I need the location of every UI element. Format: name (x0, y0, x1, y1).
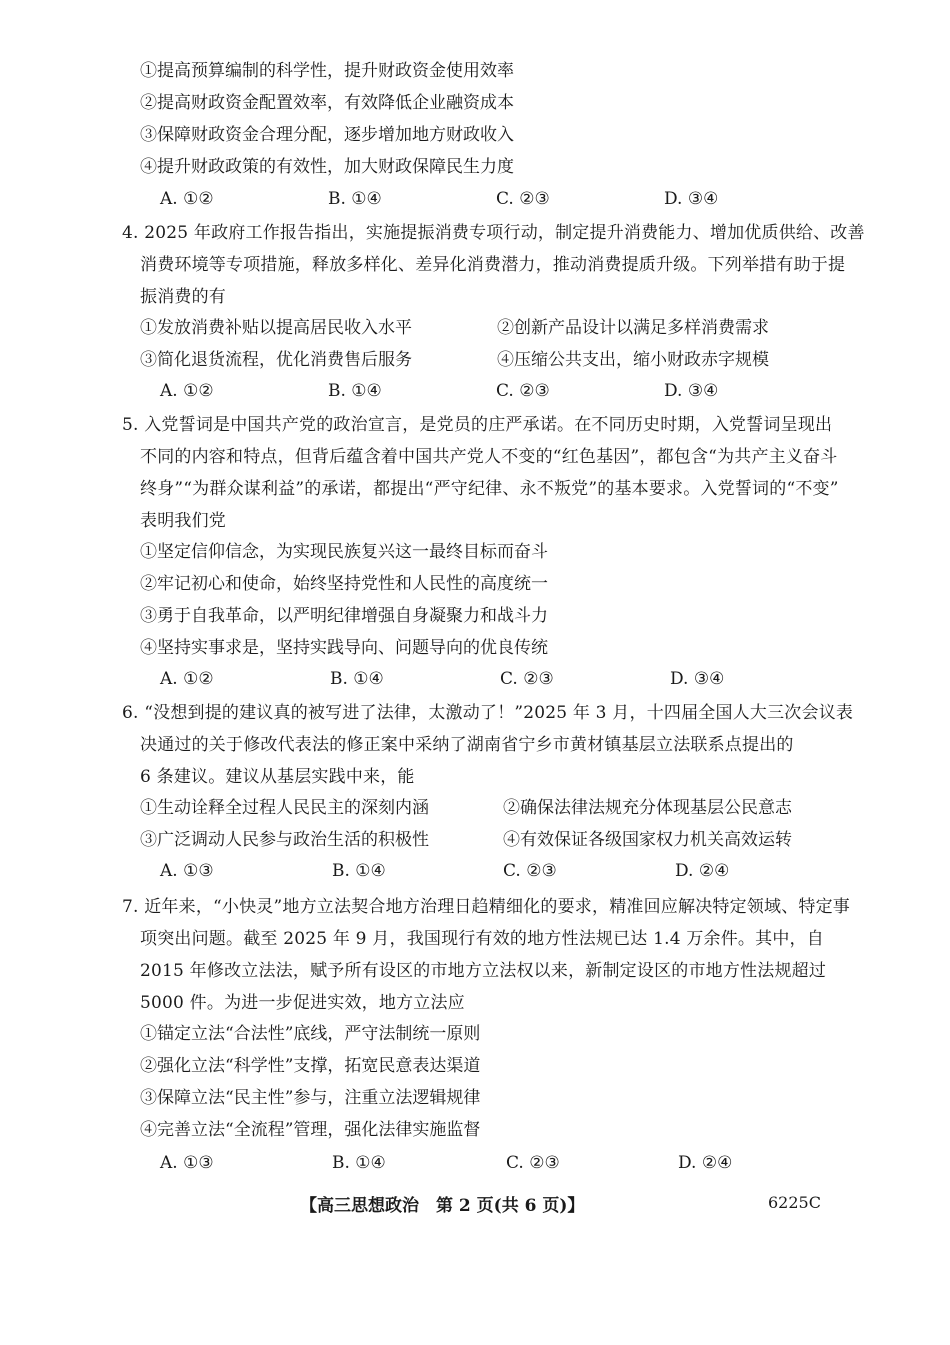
q7-option-4: ④完善立法“全流程”管理，强化法律实施监督 (140, 1120, 481, 1140)
q7-choice-a: A. ①③ (160, 1153, 214, 1173)
q3-choice-a: A. ①② (160, 189, 214, 209)
q7-stem-line-3: 2015 年修改立法法，赋予所有设区的市地方立法权以来，新制定设区的市地方性法规超过 (140, 961, 827, 981)
q4-stem-line-2: 消费环境等专项措施，释放多样化、差异化消费潜力，推动消费提质升级。下列举措有助于提 (140, 255, 846, 275)
q6-option-1: ①生动诠释全过程人民民主的深刻内涵 (140, 798, 429, 818)
q6-stem-line-2: 决通过的关于修改代表法的修正案中采纳了湖南省宁乡市黄材镇基层立法联系点提出的 (140, 735, 794, 755)
q3-option-1: ①提高预算编制的科学性，提升财政资金使用效率 (140, 61, 514, 81)
q6-choice-d: D. ②④ (675, 861, 730, 881)
page-footer-title: 【高三思想政治 第 2 页(共 6 页)】 (300, 1196, 585, 1216)
q5-stem-line-3: 终身”“为群众谋利益”的承诺，都提出“严守纪律、永不叛党”的基本要求。入党誓词的“不变” (140, 479, 839, 499)
q3-option-4: ④提升财政政策的有效性，加大财政保障民生力度 (140, 157, 514, 177)
q4-stem-line-3: 振消费的有 (140, 287, 226, 307)
q4-choice-d: D. ③④ (664, 381, 719, 401)
q4-option-3: ③简化退货流程，优化消费售后服务 (140, 350, 412, 370)
q6-stem-line-1: 6. “没想到提的建议真的被写进了法律，太激动了！”2025 年 3 月，十四届全国人大三次会议表 (122, 703, 854, 723)
q7-choice-c: C. ②③ (506, 1153, 560, 1173)
q6-choice-c: C. ②③ (503, 861, 557, 881)
q7-choice-d: D. ②④ (678, 1153, 733, 1173)
q6-stem-line-3: 6 条建议。建议从基层实践中来，能 (140, 767, 415, 787)
q5-choice-a: A. ①② (160, 669, 214, 689)
q5-option-1: ①坚定信仰信念，为实现民族复兴这一最终目标而奋斗 (140, 542, 548, 562)
q6-option-3: ③广泛调动人民参与政治生活的积极性 (140, 830, 429, 850)
q4-option-4: ④压缩公共支出，缩小财政赤字规模 (497, 350, 769, 370)
q5-stem-line-4: 表明我们党 (140, 511, 226, 531)
q6-option-4: ④有效保证各级国家权力机关高效运转 (503, 830, 792, 850)
q7-choice-b: B. ①④ (332, 1153, 386, 1173)
q3-choice-c: C. ②③ (496, 189, 550, 209)
q5-choice-c: C. ②③ (500, 669, 554, 689)
q7-stem-line-1: 7. 近年来，“小快灵”地方立法契合地方治理日趋精细化的要求，精准回应解决特定领域、特定事 (122, 897, 851, 917)
q4-choice-c: C. ②③ (496, 381, 550, 401)
q5-option-4: ④坚持实事求是，坚持实践导向、问题导向的优良传统 (140, 638, 548, 658)
q4-choice-b: B. ①④ (328, 381, 382, 401)
q4-stem-line-1: 4. 2025 年政府工作报告指出，实施提振消费专项行动，制定提升消费能力、增加优质供给、改善 (122, 223, 865, 243)
q4-option-1: ①发放消费补贴以提高居民收入水平 (140, 318, 412, 338)
q5-stem-line-2: 不同的内容和特点，但背后蕴含着中国共产党人不变的“红色基因”，都包含“为共产主义奋斗 (140, 447, 838, 467)
q4-option-2: ②创新产品设计以满足多样消费需求 (497, 318, 769, 338)
q3-choice-b: B. ①④ (328, 189, 382, 209)
q5-choice-d: D. ③④ (670, 669, 725, 689)
q6-choice-b: B. ①④ (332, 861, 386, 881)
q3-choice-d: D. ③④ (664, 189, 719, 209)
q5-stem-line-1: 5. 入党誓词是中国共产党的政治宣言，是党员的庄严承诺。在不同历史时期，入党誓词呈现出 (122, 415, 833, 435)
q4-choice-a: A. ①② (160, 381, 214, 401)
q3-option-2: ②提高财政资金配置效率，有效降低企业融资成本 (140, 93, 514, 113)
q5-option-2: ②牢记初心和使命，始终坚持党性和人民性的高度统一 (140, 574, 548, 594)
q6-choice-a: A. ①③ (160, 861, 214, 881)
q7-option-2: ②强化立法“科学性”支撑，拓宽民意表达渠道 (140, 1056, 481, 1076)
q6-option-2: ②确保法律法规充分体现基层公民意志 (503, 798, 792, 818)
page-footer-code: 6225C (768, 1193, 821, 1212)
q7-stem-line-4: 5000 件。为进一步促进实效，地方立法应 (140, 993, 465, 1013)
q5-option-3: ③勇于自我革命，以严明纪律增强自身凝聚力和战斗力 (140, 606, 548, 626)
q7-option-1: ①锚定立法“合法性”底线，严守法制统一原则 (140, 1024, 481, 1044)
q7-stem-line-2: 项突出问题。截至 2025 年 9 月，我国现行有效的地方性法规已达 1.4 万余件。其中，自 (140, 929, 824, 949)
q7-option-3: ③保障立法“民主性”参与，注重立法逻辑规律 (140, 1088, 481, 1108)
q3-option-3: ③保障财政资金合理分配，逐步增加地方财政收入 (140, 125, 514, 145)
q5-choice-b: B. ①④ (330, 669, 384, 689)
